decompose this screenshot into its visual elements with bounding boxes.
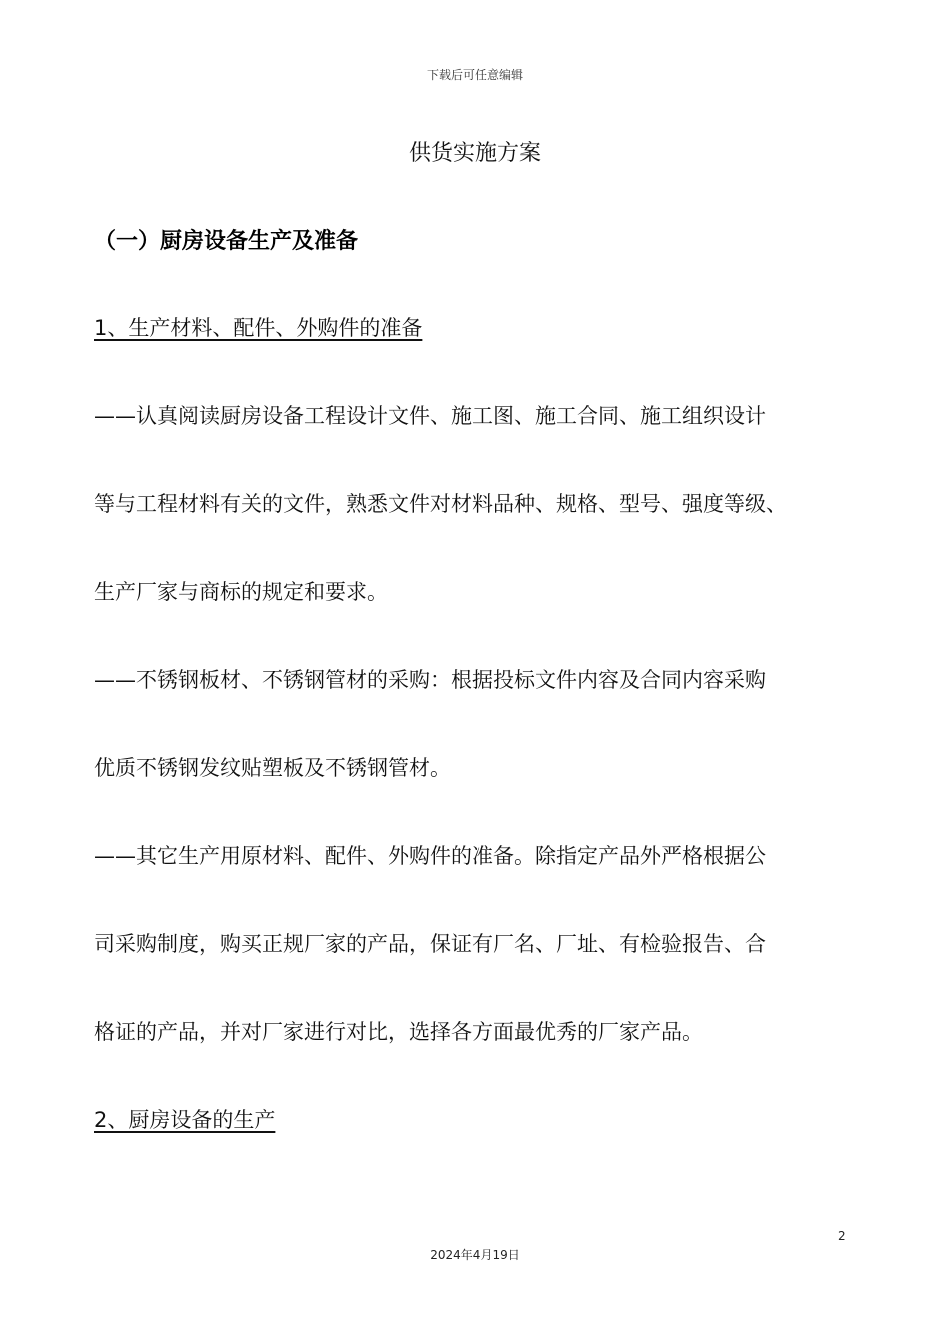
section-heading: （一）厨房设备生产及准备 xyxy=(94,229,359,254)
paragraph-1-line-2: 等与工程材料有关的文件，熟悉文件对材料品种、规格、型号、强度等级、 xyxy=(94,492,787,516)
subsection-heading-1: 1、生产材料、配件、外购件的准备 xyxy=(94,316,423,340)
paragraph-1-line-1: ——认真阅读厨房设备工程设计文件、施工图、施工合同、施工组织设计 xyxy=(94,404,766,428)
paragraph-3-line-1: ——其它生产用原材料、配件、外购件的准备。除指定产品外严格根据公 xyxy=(94,844,766,868)
paragraph-3-line-2: 司采购制度，购买正规厂家的产品，保证有厂名、厂址、有检验报告、合 xyxy=(94,932,766,956)
page-number: 2 xyxy=(838,1229,846,1243)
document-title: 供货实施方案 xyxy=(408,141,541,166)
paragraph-3-line-3: 格证的产品，并对厂家进行对比，选择各方面最优秀的厂家产品。 xyxy=(94,1020,703,1044)
paragraph-2-line-2: 优质不锈钢发纹贴塑板及不锈钢管材。 xyxy=(94,756,451,780)
subsection-heading-2: 2、厨房设备的生产 xyxy=(94,1108,276,1132)
header-note: 下载后可任意编辑 xyxy=(426,68,523,82)
paragraph-1-line-3: 生产厂家与商标的规定和要求。 xyxy=(94,580,388,604)
paragraph-2-line-1: ——不锈钢板材、不锈钢管材的采购：根据投标文件内容及合同内容采购 xyxy=(94,668,766,692)
footer-date: 2024年4月19日 xyxy=(430,1248,520,1262)
